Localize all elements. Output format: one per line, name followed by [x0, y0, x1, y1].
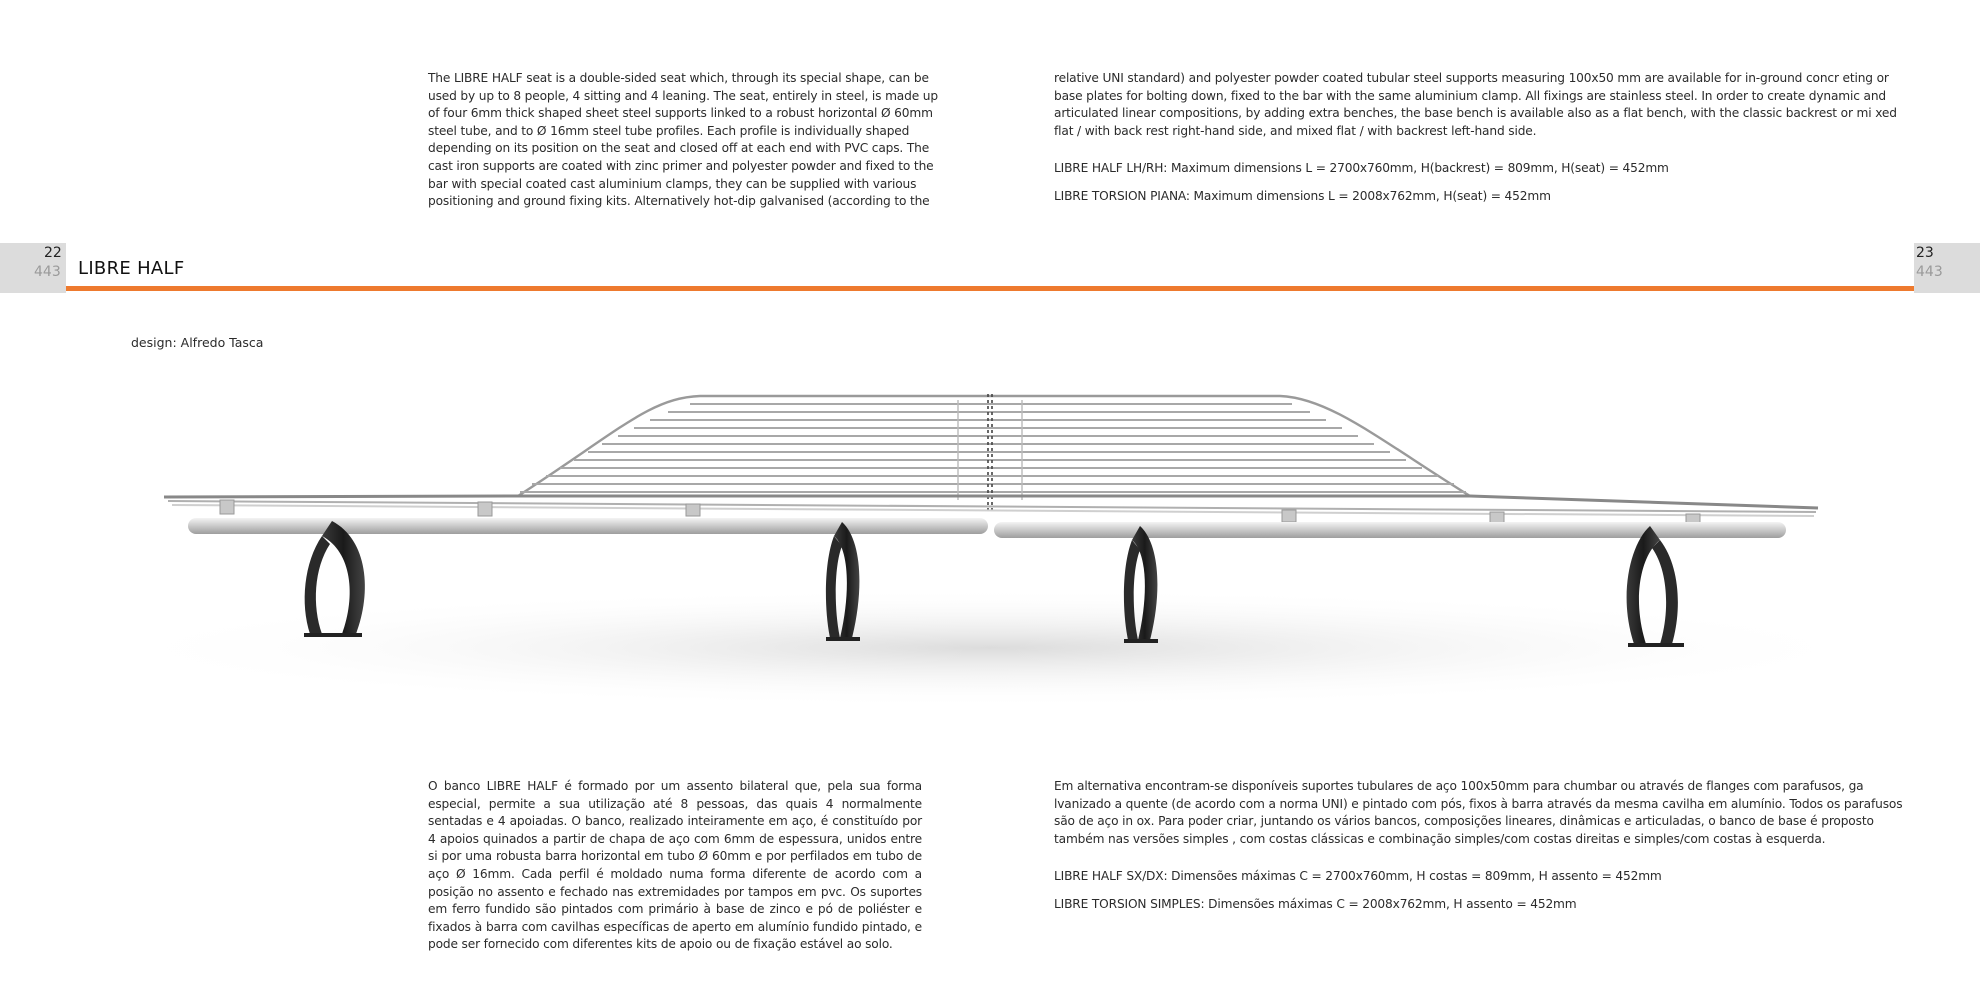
portuguese-description-right: Em alternativa encontram-se disponíveis suportes tubulares de aço 100x50mm para chumbar ou através de flanges com parafusos, ga lvanizado a quente (de acordo com a norma UNI) e pintado com pós, fixos à barra através da mesma cavilha em alumínio. Todos os parafusos são de aço in ox. Para poder criar, juntando os vários bancos, composições lineares, dinâmicas e articuladas, o banco de base é proposto também nas versões simples , com costas clássicas e combinação simples/com costas direitas e simples/com costas à esquerda. — [1054, 779, 1903, 846]
portuguese-description-left: O banco LIBRE HALF é formado por um assento bilateral que, pela sua forma especial, permite a sua utilização até 8 pessoas, das quais 4 normalmente sentadas e 4 apoiadas. O banco, realizado inteiramente em aço, é constituído por 4 apoios quinados a partir de chapa de aço com 6mm de espessura, unidos entre si por uma robusta barra horizontal em tubo Ø 60mm e por perfilados em tubo de aço Ø 16mm. Cada perfil é moldado numa forma diferente de acordo com a posição no assento e fechado nas extremidades por tampos em pvc. Os suportes em ferro fundido são pintados com primário à base de zinco e pó de poliéster e fixados à barra com cavilhas específicas de aperto em alumínio fundido pintado, e pode ser fornecido com diferentes kits de apoio ou de fixação estável ao solo. — [428, 779, 922, 952]
backrest-slats — [520, 404, 1466, 492]
design-credit: design: Alfredo Tasca — [131, 335, 264, 350]
orange-divider-rule — [66, 286, 1914, 291]
english-description-left: The LIBRE HALF seat is a double-sided seat which, through its special shape, can be used by up to 8 people, 4 sitting and 4 leaning. The seat, entirely in steel, is made up of four 6mm thick shaped sheet steel supports linked to a robust horizontal Ø 60mm steel tube, and to Ø 16mm steel tube profiles. Each profile is individually shaped depending on its position on the seat and closed off at each end with PVC caps. The cast iron supports are coated with zinc primer and polyester powder and fixed to the bar with special coated cast aluminium clamps, they can be supplied with various positioning and ground fixing kits. Alternatively hot-dip galvanised (according to the — [428, 71, 938, 209]
left-page-number: 22 — [44, 245, 62, 261]
portuguese-spec-libre-torsion: LIBRE TORSION SIMPLES: Dimensões máximas C = 2008x762mm, H assento = 452mm — [1054, 897, 1577, 911]
horizontal-tube-right — [994, 522, 1786, 538]
section-title: LIBRE HALF — [78, 258, 185, 279]
english-spec-libre-torsion: LIBRE TORSION PIANA: Maximum dimensions L = 2008x762mm, H(seat) = 452mm — [1054, 189, 1551, 203]
horizontal-tube-left — [188, 518, 988, 534]
right-page-tab — [1914, 243, 1980, 293]
left-page-subnumber: 443 — [34, 264, 61, 280]
seat-slats — [164, 496, 1818, 516]
left-page-tab — [0, 243, 66, 293]
right-page-number: 23 — [1916, 245, 1934, 261]
english-spec-libre-half: LIBRE HALF LH/RH: Maximum dimensions L = 2700x760mm, H(backrest) = 809mm, H(seat) = 452mm — [1054, 161, 1669, 175]
section-header-band — [66, 243, 1914, 285]
right-page-subnumber: 443 — [1916, 264, 1943, 280]
product-photo-libre-half-bench — [0, 300, 1980, 740]
portuguese-spec-libre-half: LIBRE HALF SX/DX: Dimensões máximas C = 2700x760mm, H costas = 809mm, H assento = 452mm — [1054, 869, 1662, 883]
english-description-right: relative UNI standard) and polyester powder coated tubular steel supports measuring 100x50 mm are available for in-ground concr eting or base plates for bolting down, fixed to the bar with the same aluminium clamp. All fixings are stainless steel. In order to create dynamic and articulated linear compositions, by adding extra benches, the base bench is available also as a flat bench, with the classic backrest or mi xed flat / with back rest right-hand side, and mixed flat / with backrest left-hand side. — [1054, 71, 1897, 138]
